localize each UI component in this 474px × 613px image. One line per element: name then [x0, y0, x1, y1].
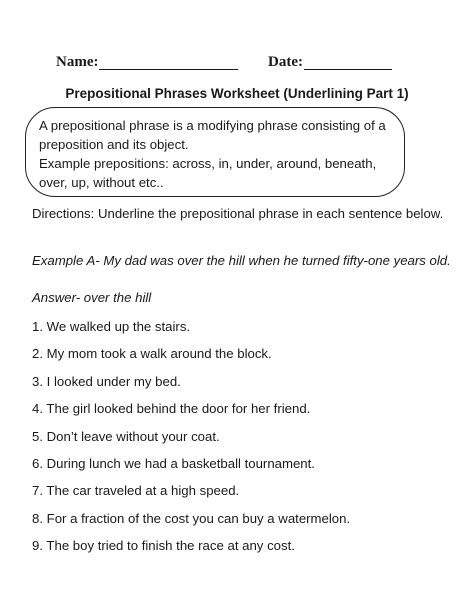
example-sentence: Example A- My dad was over the hill when he turned fifty-one years old.	[32, 253, 451, 268]
sentence-item: 6. During lunch we had a basketball tournament.	[32, 455, 315, 471]
name-blank-line	[99, 69, 238, 70]
worksheet-title: Prepositional Phrases Worksheet (Underlining Part 1)	[65, 86, 409, 101]
sentence-item: 4. The girl looked behind the door for her friend.	[32, 401, 311, 417]
date-label: Date:	[268, 54, 303, 70]
worksheet-header	[0, 52, 474, 72]
definition-box	[25, 107, 405, 197]
sentence-item: 7. The car traveled at a high speed.	[32, 483, 240, 499]
sentence-item: 2. My mom took a walk around the block.	[32, 346, 272, 362]
directions-text: Directions: Underline the prepositional phrase in each sentence below.	[32, 206, 444, 221]
sentence-item: 1. We walked up the stairs.	[32, 319, 191, 334]
example-answer: Answer- over the hill	[32, 290, 152, 305]
sentence-item: 9. The boy tried to finish the race at any cost.	[32, 538, 295, 554]
date-blank-line	[304, 69, 392, 70]
sentence-item: 3. I looked under my bed.	[32, 373, 181, 389]
sentence-item: 8. For a fraction of the cost you can buy a watermelon.	[32, 510, 351, 526]
sentence-list	[32, 318, 462, 565]
sentence-item: 5. Don’t leave without your coat.	[32, 428, 220, 444]
definition-text: A prepositional phrase is a modifying phrase consisting of a preposition and its object.	[39, 118, 386, 152]
name-label: Name:	[56, 54, 99, 70]
example-prepositions-text: Example prepositions: across, in, under, around, beneath, over, up, without etc..	[39, 156, 377, 190]
